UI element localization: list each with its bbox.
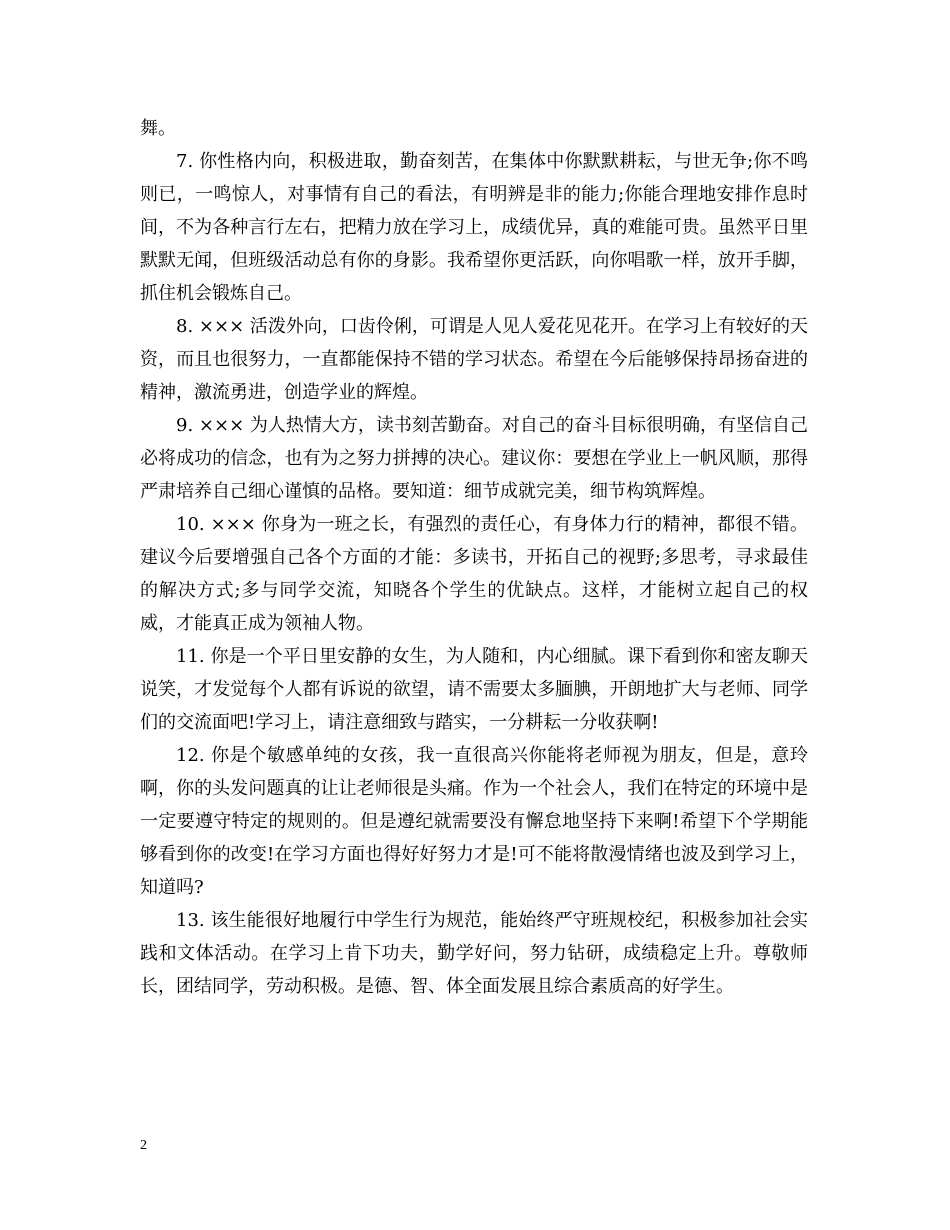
document-body xyxy=(140,112,808,1003)
paragraph-comment-10: 10. ××× 你身为一班之长，有强烈的责任心，有身体力行的精神，都很不错。建议今后要增强自己各个方面的才能：多读书，开拓自己的视野;多思考，寻求最佳的解决方式;多与同学交流，知晓各个学生的优缺点。这样，才能树立起自己的权威，才能真正成为领袖人物。 xyxy=(140,514,808,634)
paragraph-comment-11: 11. 你是一个平日里安静的女生，为人随和，内心细腻。课下看到你和密友聊天说笑，才发觉每个人都有诉说的欲望，请不需要太多腼腆，开朗地扩大与老师、同学们的交流面吧!学习上，请注意细致与踏实，一分耕耘一分收获啊! xyxy=(140,646,808,733)
paragraph-comment-8: 8. ××× 活泼外向，口齿伶俐，可谓是人见人爱花见花开。在学习上有较好的天资，而且也很努力，一直都能保持不错的学习状态。希望在今后能够保持昂扬奋进的精神，激流勇进，创造学业的辉煌。 xyxy=(140,316,808,403)
page-number: 2 xyxy=(140,1138,147,1153)
paragraph-comment-7: 7. 你性格内向，积极进取，勤奋刻苦，在集体中你默默耕耘，与世无争;你不鸣则已，一鸣惊人，对事情有自己的看法，有明辨是非的能力;你能合理地安排作息时间，不为各种言行左右，把精力放在学习上，成绩优异，真的难能可贵。虽然平日里默默无闻，但班级活动总有你的身影。我希望你更活跃，向你唱歌一样，放开手脚，抓住机会锻炼自己。 xyxy=(140,151,808,304)
paragraph-continuation: 舞。 xyxy=(140,118,176,139)
paragraph-comment-13: 13. 该生能很好地履行中学生行为规范，能始终严守班规校纪，积极参加社会实践和文体活动。在学习上肯下功夫，勤学好问，努力钻研，成绩稳定上升。尊敬师长，团结同学，劳动积极。是德、智、体全面发展且综合素质高的好学生。 xyxy=(140,910,808,997)
paragraph-comment-9: 9. ××× 为人热情大方，读书刻苦勤奋。对自己的奋斗目标很明确，有坚信自己必将成功的信念，也有为之努力拼搏的决心。建议你：要想在学业上一帆风顺，那得严肃培养自己细心谨慎的品格。要知道：细节成就完美，细节构筑辉煌。 xyxy=(140,415,808,502)
paragraph-comment-12: 12. 你是个敏感单纯的女孩，我一直很高兴你能将老师视为朋友，但是，意玲啊，你的头发问题真的让让老师很是头痛。作为一个社会人，我们在特定的环境中是一定要遵守特定的规则的。但是遵纪就需要没有懈怠地坚持下来啊!希望下个学期能够看到你的改变!在学习方面也得好好努力才是!可不能将散漫情绪也波及到学习上，知道吗? xyxy=(140,745,808,898)
